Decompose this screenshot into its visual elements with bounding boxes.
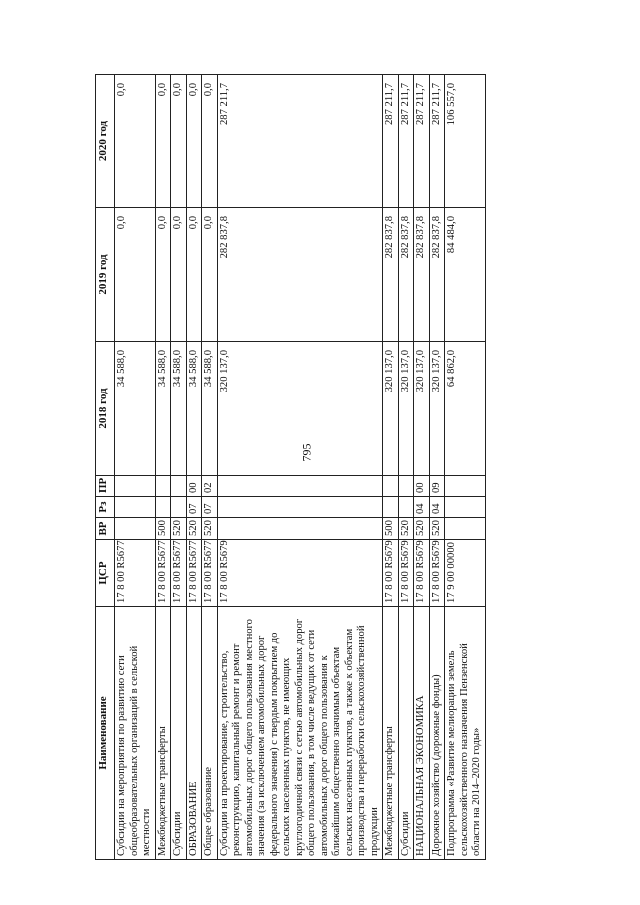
row-csr: 17 8 00 R5677: [186, 540, 202, 607]
header-name: Наименование: [96, 607, 115, 860]
row-2020: 106 557,0: [445, 75, 486, 208]
row-2020: 287 211,7: [414, 75, 430, 208]
table-row: [383, 75, 399, 860]
row-pr: [171, 476, 187, 497]
row-vr: [217, 518, 383, 540]
row-2020: 0,0: [186, 75, 202, 208]
table-body: [115, 75, 486, 860]
row-2020: 287 211,7: [383, 75, 399, 208]
row-pr: [383, 476, 399, 497]
row-name: Межбюджетные трансферты: [155, 607, 171, 860]
row-vr: [445, 518, 486, 540]
row-pr: [115, 476, 156, 497]
row-2019: 0,0: [155, 208, 171, 342]
row-rz: 04: [414, 497, 430, 518]
table-row: [445, 75, 486, 860]
row-2018: 34 588,0: [186, 342, 202, 476]
header-csr: ЦСР: [96, 540, 115, 607]
row-2019: 0,0: [202, 208, 218, 342]
row-2018: 34 588,0: [171, 342, 187, 476]
row-2018: 320 137,0: [217, 342, 383, 476]
row-2019: 282 837,8: [429, 208, 445, 342]
row-2019: 282 837,8: [398, 208, 414, 342]
row-name: Общее образование: [202, 607, 218, 860]
row-rz: [115, 497, 156, 518]
row-name: Подпрограмма «Развитие мелиорации земель сельскохозяйственного назначения Пензенской области на 2014–2020 годы»: [445, 607, 486, 860]
header-row: [96, 75, 115, 860]
row-csr: 17 8 00 R5679: [398, 540, 414, 607]
row-vr: 520: [398, 518, 414, 540]
table-row: [202, 75, 218, 860]
row-vr: 520: [429, 518, 445, 540]
row-2020: 287 211,7: [398, 75, 414, 208]
row-name: Межбюджетные трансферты: [383, 607, 399, 860]
row-rz: [383, 497, 399, 518]
row-vr: 520: [202, 518, 218, 540]
row-2018: 320 137,0: [429, 342, 445, 476]
row-rz: 07: [186, 497, 202, 518]
row-2019: 0,0: [186, 208, 202, 342]
table-row: [217, 75, 383, 860]
table-row: [155, 75, 171, 860]
row-rz: [155, 497, 171, 518]
row-name: Субсидии на мероприятия по развитию сети общеобразовательных организаций в сельской местности: [115, 607, 156, 860]
row-2019: 0,0: [171, 208, 187, 342]
table-row: [171, 75, 187, 860]
row-vr: 520: [414, 518, 430, 540]
row-csr: 17 8 00 R5677: [171, 540, 187, 607]
row-rz: [445, 497, 486, 518]
row-2018: 320 137,0: [414, 342, 430, 476]
row-2018: 320 137,0: [383, 342, 399, 476]
row-csr: 17 8 00 R5679: [217, 540, 383, 607]
row-pr: [155, 476, 171, 497]
table-row: [414, 75, 430, 860]
row-2020: 287 211,7: [429, 75, 445, 208]
table-row: [398, 75, 414, 860]
row-pr: 00: [186, 476, 202, 497]
row-rz: [171, 497, 187, 518]
page-number: 795: [299, 443, 314, 462]
row-2020: 0,0: [115, 75, 156, 208]
row-pr: [398, 476, 414, 497]
row-vr: 520: [171, 518, 187, 540]
row-name: Субсидии: [171, 607, 187, 860]
row-csr: 17 8 00 R5679: [383, 540, 399, 607]
row-csr: 17 8 00 R5677: [202, 540, 218, 607]
header-rz: Рз: [96, 497, 115, 518]
row-2019: 84 484,0: [445, 208, 486, 342]
row-csr: 17 9 00 00000: [445, 540, 486, 607]
row-csr: 17 8 00 R5677: [115, 540, 156, 607]
row-pr: 02: [202, 476, 218, 497]
row-rz: [217, 497, 383, 518]
row-2018: 64 862,0: [445, 342, 486, 476]
row-pr: [217, 476, 383, 497]
row-2019: 0,0: [115, 208, 156, 342]
row-2018: 34 588,0: [115, 342, 156, 476]
header-vr: ВР: [96, 518, 115, 540]
row-2020: 0,0: [155, 75, 171, 208]
row-2020: 0,0: [171, 75, 187, 208]
row-name: Дорожное хозяйство (дорожные фонды): [429, 607, 445, 860]
row-2018: 320 137,0: [398, 342, 414, 476]
table-row: [186, 75, 202, 860]
row-pr: [445, 476, 486, 497]
row-2020: 287 211,7: [217, 75, 383, 208]
row-name: Субсидии: [398, 607, 414, 860]
row-csr: 17 8 00 R5679: [414, 540, 430, 607]
table-row: [115, 75, 156, 860]
rotated-page-content: [95, 75, 482, 860]
row-2020: 0,0: [202, 75, 218, 208]
row-pr: 00: [414, 476, 430, 497]
budget-table: [95, 74, 486, 860]
header-2019: 2019 год: [96, 208, 115, 342]
header-2018: 2018 год: [96, 342, 115, 476]
row-name: НАЦИОНАЛЬНАЯ ЭКОНОМИКА: [414, 607, 430, 860]
row-2018: 34 588,0: [202, 342, 218, 476]
row-name: Субсидии на проектирование, строительство, реконструкцию, капитальный ремонт и ремонт автомобильных дорог общего пользования местного значения (за исключением автомобильных дорог федерального значения) с твердым покрытием до сельских населенных пунктов, не имеющих круглогодичной связи с сетью автомобильных дорог общего пользования, в том числе ведущих от сети автомобильных дорог общего пользования к ближайшим общественно значимым объектам сельских населенных пунктов, а также к объектам производства и переработки сельскохозяйственной продукции: [217, 607, 383, 860]
row-vr: 520: [186, 518, 202, 540]
row-2019: 282 837,8: [383, 208, 399, 342]
row-vr: 500: [155, 518, 171, 540]
row-2019: 282 837,8: [217, 208, 383, 342]
row-2019: 282 837,8: [414, 208, 430, 342]
table-row: [429, 75, 445, 860]
row-name: ОБРАЗОВАНИЕ: [186, 607, 202, 860]
row-csr: 17 8 00 R5677: [155, 540, 171, 607]
row-pr: 09: [429, 476, 445, 497]
header-pr: ПР: [96, 476, 115, 497]
row-rz: [398, 497, 414, 518]
row-vr: 500: [383, 518, 399, 540]
row-2018: 34 588,0: [155, 342, 171, 476]
row-csr: 17 8 00 R5679: [429, 540, 445, 607]
header-2020: 2020 год: [96, 75, 115, 208]
row-rz: 04: [429, 497, 445, 518]
row-vr: [115, 518, 156, 540]
row-rz: 07: [202, 497, 218, 518]
